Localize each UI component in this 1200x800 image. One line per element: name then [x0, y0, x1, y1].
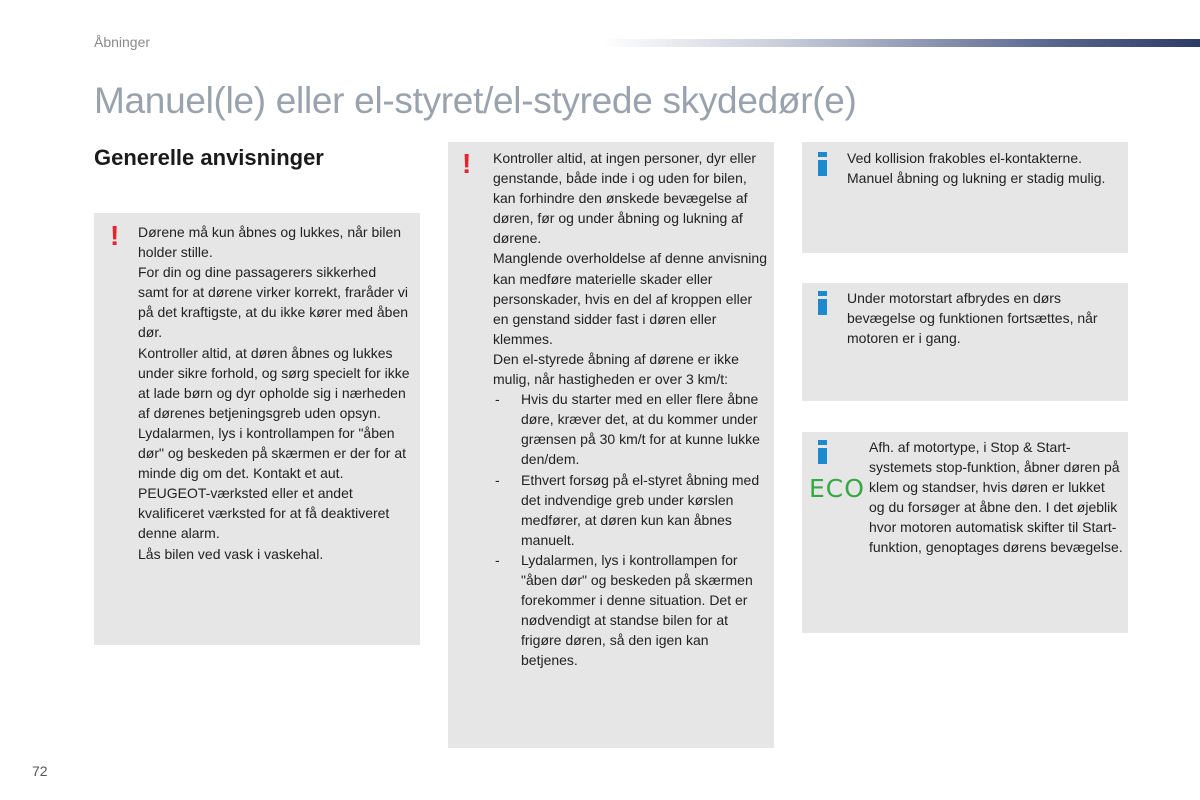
- warning-text: [138, 222, 410, 564]
- list-item: - Lydalarmen, lys i kontrollampen for "åben dør" og beskeden på skærmen forekommer i denne situation. Det er nødvendigt at standse bilen for at frigøre døren, så den igen kan betjenes.: [493, 550, 769, 671]
- bullet-list: [493, 389, 769, 670]
- paragraph: Kontroller altid, at døren åbnes og lukkes under sikre forhold, og sørg specielt for ikke at lade børn og dyr opholde sig i nærheden af dørenes betjeningsgreb uden opsyn.: [138, 344, 410, 421]
- page-title: Manuel(le) eller el-styret/el-styrede skydedør(e): [94, 80, 857, 121]
- paragraph: Kontroller altid, at ingen personer, dyr eller genstande, både inde i og uden for bilen, kan forhindre den ønskede bevægelse af døren, før og under åbning og lukning af dørene.: [493, 150, 757, 247]
- info-box-stop-start: [802, 432, 1128, 633]
- warning-box-electric-door: [448, 142, 774, 748]
- info-box-collision: [802, 142, 1128, 253]
- section-subtitle: Generelle anvisninger: [94, 145, 324, 170]
- paragraph: Lydalarmen, lys i kontrollampen for "åben dør" og beskeden på skærmen er der for at minde dig om det. Kontakt et aut. PEUGEOT-værksted eller et andet kvalificeret værksted for at få deaktiveret denne alarm.: [138, 424, 406, 542]
- info-text: Ved kollision frakobles el-kontakterne. Manuel åbning og lukning er stadig mulig.: [847, 150, 1106, 187]
- info-text: Under motorstart afbrydes en dørs bevægelse og funktionen fortsættes, når motoren er i gang.: [847, 290, 1098, 347]
- warning-text: [493, 148, 769, 670]
- warning-icon: !: [110, 220, 120, 251]
- list-item: - Hvis du starter med en eller flere åbne døre, kræver det, at du kommer under grænsen på 30 km/t for at kunne lukke den/dem.: [493, 389, 769, 469]
- info-box-motor-start: [802, 283, 1128, 401]
- paragraph: Dørene må kun åbnes og lukkes, når bilen holder stille.: [138, 224, 402, 261]
- paragraph: For din og dine passagerers sikkerhed samt for at dørene virker korrekt, fraråder vi på det kraftigste, at du ikke kører med åben dør.: [138, 264, 409, 341]
- list-item: - Ethvert forsøg på el-styret åbning med det indvendige greb under kørslen medfører, at døren kun kan åbnes manuelt.: [493, 470, 769, 550]
- eco-icon: ECO: [809, 474, 865, 503]
- paragraph: Lås bilen ved vask i vaskehal.: [138, 545, 324, 562]
- section-label: Åbninger: [94, 34, 151, 50]
- page-number: 72: [32, 763, 48, 779]
- warning-icon: !: [462, 148, 472, 179]
- info-text: Afh. af motortype, i Stop & Start-systemets stop-funktion, åbner døren på klem og standser, hvis døren er lukket og du forsøger at åbne den. I det øjeblik hvor motoren automatisk skifter til Start-funktion, genoptages dørens bevægelse.: [869, 439, 1123, 556]
- info-icon: [818, 152, 827, 176]
- info-icon: [818, 291, 827, 315]
- paragraph: Manglende overholdelse af denne anvisning kan medføre materielle skader eller personskader, hvis en del af kroppen eller en genstand sidder fast i døren eller klemmes.: [493, 250, 767, 347]
- header-decoration-bar: [600, 39, 1200, 47]
- info-icon: [818, 440, 827, 464]
- paragraph: Den el-styrede åbning af dørene er ikke mulig, når hastigheden er over 3 km/t:: [493, 350, 739, 388]
- warning-box-general: [94, 213, 420, 645]
